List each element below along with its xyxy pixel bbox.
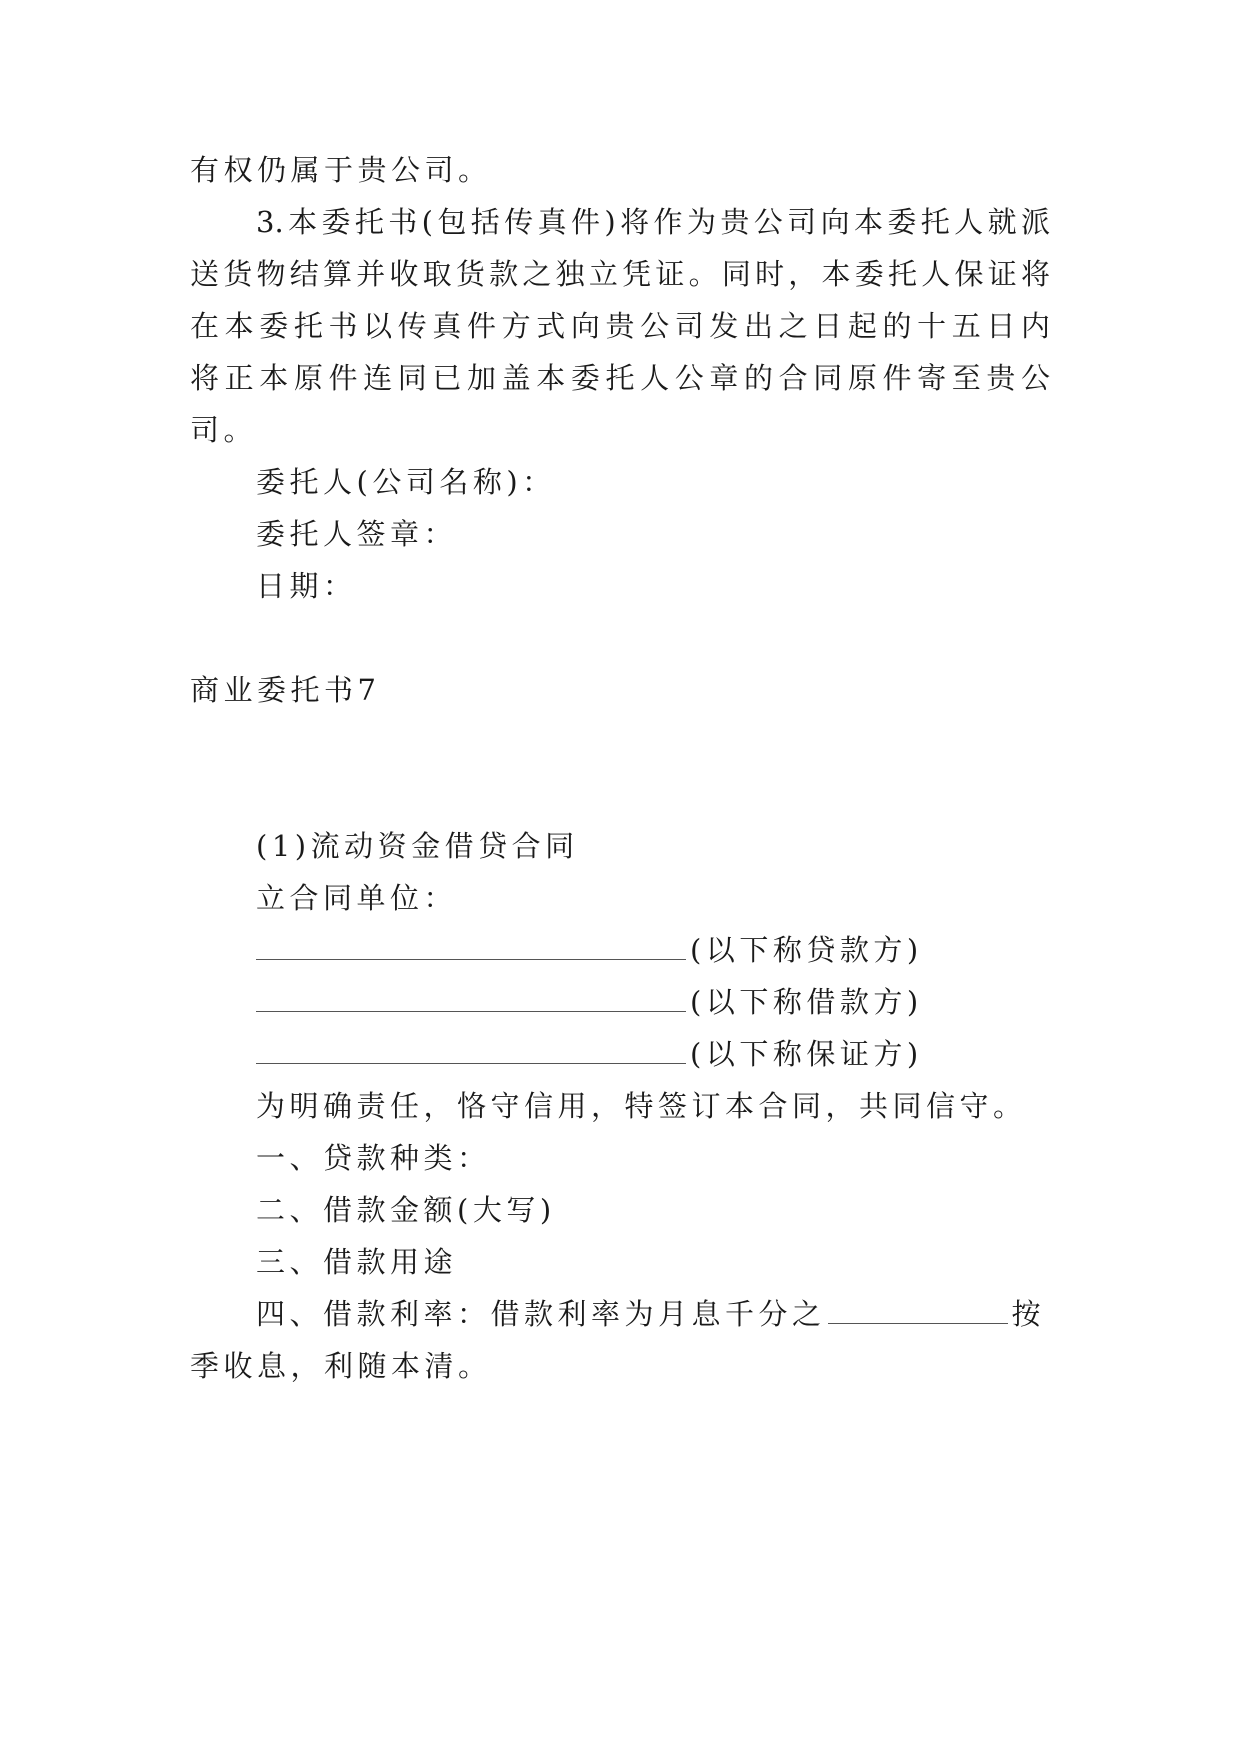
paragraph-2-line-1: 3.本委托书(包括传真件)将作为贵公司向本委托人就派 [256, 205, 1050, 239]
clause-4-prefix: 四、借款利率：借款利率为月息千分之 [256, 1297, 826, 1331]
contract-title: (1)流动资金借贷合同 [256, 829, 579, 863]
paragraph-2-line-4: 将正本原件连同已加盖本委托人公章的合同原件寄至贵公 [190, 361, 1050, 395]
party-guarantor-line [256, 1034, 1116, 1074]
paragraph-2-line-5: 司。 [190, 413, 258, 447]
clause-1: 一、贷款种类： [256, 1141, 491, 1175]
clause-4-line-2: 季收息，利随本清。 [190, 1349, 492, 1383]
paragraph-2-line-2: 送货物结算并收取货款之独立凭证。同时，本委托人保证将 [190, 257, 1050, 291]
clause-2: 二、借款金额(大写) [256, 1193, 556, 1227]
paragraph-2-line-3: 在本委托书以传真件方式向贵公司发出之日起的十五日内 [190, 309, 1050, 343]
guarantor-blank [256, 1037, 686, 1064]
clause-3: 三、借款用途 [256, 1245, 458, 1279]
party-borrower-line [256, 982, 1116, 1022]
party-guarantor-label: (以下称保证方) [690, 1037, 923, 1071]
clause-4-suffix: 按 [1011, 1297, 1046, 1331]
client-seal-label: 委托人签章： [256, 517, 458, 551]
interest-rate-blank [828, 1297, 1008, 1324]
party-borrower-label: (以下称借款方) [690, 985, 923, 1019]
section-title: 商业委托书7 [190, 673, 381, 707]
clause-4-line-1 [256, 1294, 1050, 1334]
parties-label: 立合同单位： [256, 881, 458, 915]
lender-blank [256, 933, 686, 960]
date-label: 日期： [256, 569, 357, 603]
borrower-blank [256, 985, 686, 1012]
paragraph-1-line-1: 有权仍属于贵公司。 [190, 153, 492, 187]
party-lender-line [256, 930, 1116, 970]
client-name-label: 委托人(公司名称)： [256, 465, 556, 499]
party-lender-label: (以下称贷款方) [690, 933, 923, 967]
preamble: 为明确责任，恪守信用，特签订本合同，共同信守。 [256, 1089, 1027, 1123]
